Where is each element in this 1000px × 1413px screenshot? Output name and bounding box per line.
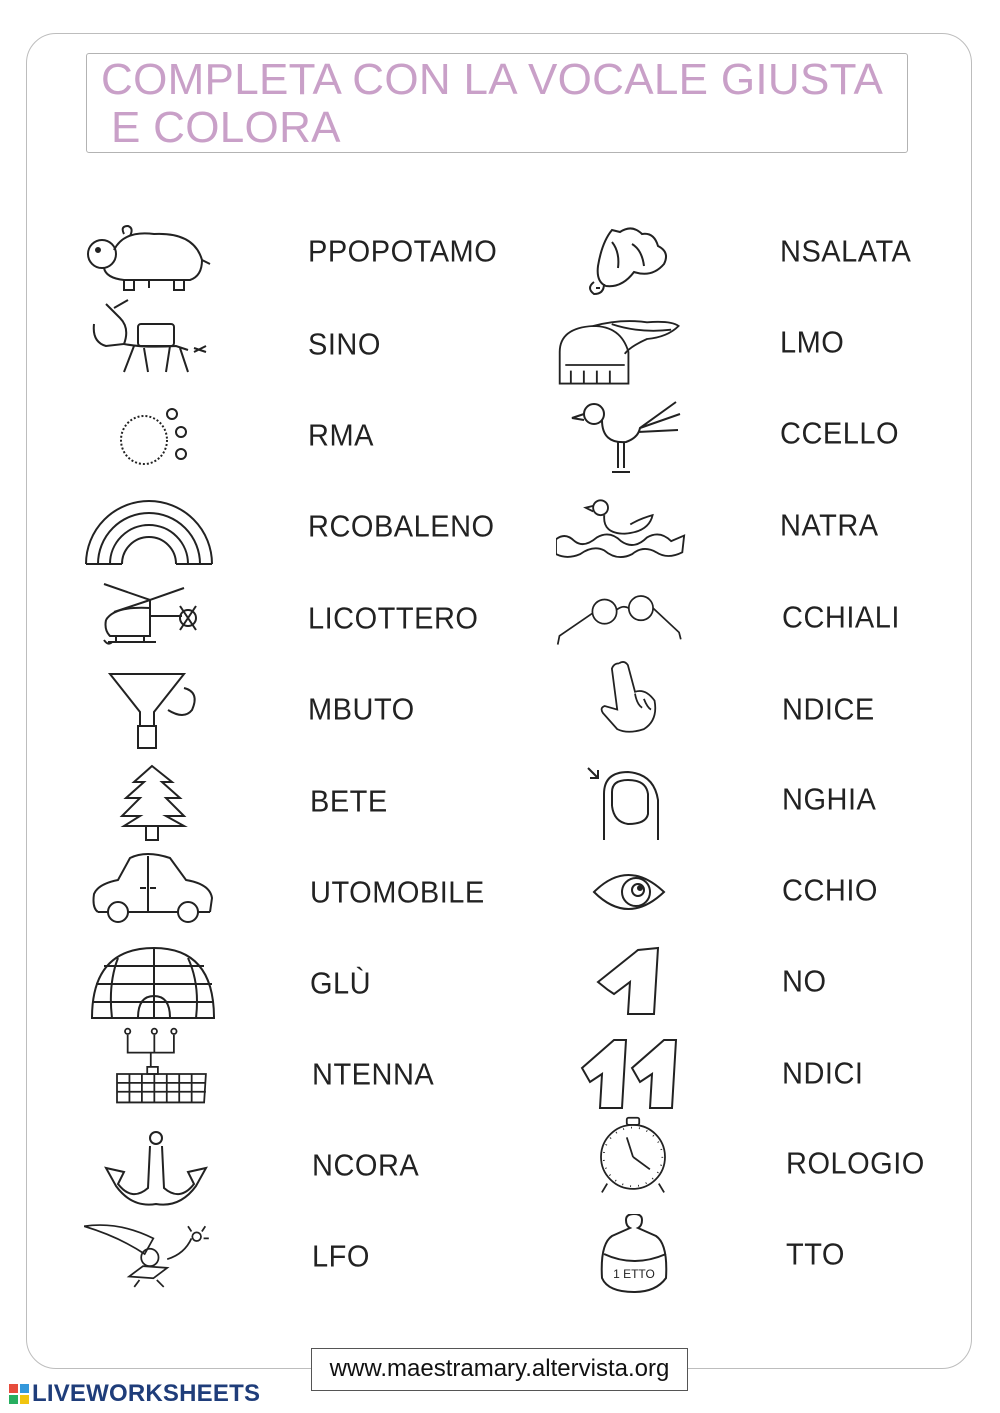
- word-item-3: SINO: [308, 328, 381, 362]
- word-item-1: PPOPOTAMO: [308, 235, 498, 269]
- hippo-icon: [84, 220, 214, 300]
- helicopter-icon: [84, 580, 214, 660]
- donkey-icon: [84, 298, 214, 378]
- word-item-6: CCELLO: [780, 417, 900, 451]
- word-item-21: NCORA: [312, 1149, 420, 1183]
- word-item-5: RMA: [308, 419, 374, 453]
- word-item-23: LFO: [312, 1240, 370, 1274]
- liveworksheets-logo-icon: [8, 1383, 30, 1405]
- antenna-icon: [92, 1026, 222, 1106]
- title-line-2: E COLORA: [111, 103, 341, 152]
- brand-name: LIVEWORKSHEETS: [32, 1380, 261, 1407]
- pointing-finger-icon: [578, 658, 708, 738]
- duck-icon: [556, 490, 686, 570]
- word-item-12: NDICE: [782, 693, 875, 727]
- word-item-8: NATRA: [780, 509, 879, 543]
- word-item-7: RCOBALENO: [308, 510, 495, 544]
- word-item-22: ROLOGIO: [786, 1147, 925, 1181]
- page-title: [101, 56, 883, 152]
- footprint-icon: [84, 400, 214, 480]
- weight-label: 1 ETTO: [613, 1267, 655, 1281]
- fingernail-icon: [584, 764, 714, 844]
- helmet-icon: [556, 312, 686, 392]
- word-item-19: NTENNA: [312, 1058, 435, 1092]
- rainbow-icon: [84, 492, 214, 572]
- bird-icon: [566, 398, 696, 478]
- word-item-4: LMO: [780, 326, 845, 360]
- number-eleven-icon: [578, 1034, 708, 1114]
- word-item-24: TTO: [786, 1238, 845, 1272]
- word-item-13: BETE: [310, 785, 388, 819]
- word-item-15: UTOMOBILE: [310, 876, 485, 910]
- brand: [8, 1380, 260, 1408]
- funnel-icon: [84, 670, 214, 750]
- word-item-2: NSALATA: [780, 235, 912, 269]
- fir-tree-icon: [90, 764, 220, 844]
- salad-icon: [572, 222, 702, 302]
- word-item-17: GLÙ: [310, 967, 372, 1001]
- word-item-9: LICOTTERO: [308, 602, 479, 636]
- elf-icon: [84, 1214, 214, 1294]
- anchor-icon: [92, 1128, 222, 1208]
- number-one-icon: [588, 942, 718, 1022]
- igloo-icon: [88, 944, 218, 1024]
- title-line-1: COMPLETA CON LA VOCALE GIUSTA: [101, 55, 884, 104]
- eye-icon: [584, 852, 714, 932]
- word-item-16: CCHIO: [782, 874, 878, 908]
- word-item-11: MBUTO: [308, 693, 415, 727]
- weight-icon: [596, 1214, 726, 1294]
- word-item-10: CCHIALI: [782, 601, 900, 635]
- car-icon: [84, 848, 214, 928]
- word-item-18: NO: [782, 965, 827, 999]
- source-url: www.maestramary.altervista.org: [311, 1348, 688, 1391]
- clock-icon: [584, 1116, 714, 1196]
- glasses-icon: [556, 582, 686, 662]
- word-item-14: NGHIA: [782, 783, 877, 817]
- word-item-20: NDICI: [782, 1057, 864, 1091]
